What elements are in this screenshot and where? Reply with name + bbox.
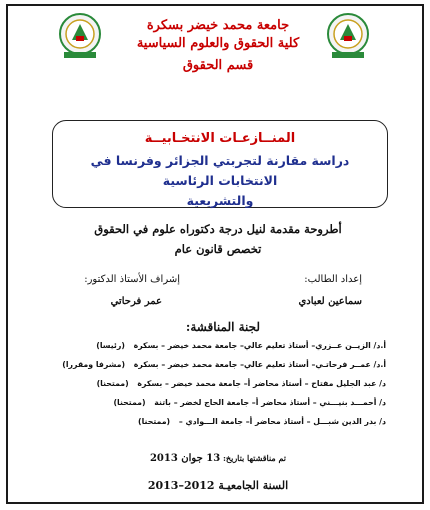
academic-year: السنة الجامعيـة 2012–2013 xyxy=(147,479,289,492)
member-role: (ممتحنا) xyxy=(113,398,146,407)
degree-statement: أطروحة مقدمة لنيل درجة دكتوراه علوم في الحقوق xyxy=(94,222,342,236)
department-name: قسم الحقوق xyxy=(182,58,254,73)
supervisor-label: إشراف الأستاذ الدكتور: xyxy=(84,274,180,285)
university-name: جامعة محمد خيضر بسكرة xyxy=(146,18,290,33)
member-role: (ممتحنا) xyxy=(138,417,171,426)
university-logo-left xyxy=(58,12,102,60)
thesis-title-box xyxy=(52,120,388,208)
member-role: (ممتحنا) xyxy=(96,379,129,388)
thesis-title: المنــازعـات الانتخـابيــة xyxy=(144,131,296,146)
defense-prefix: تم مناقشتها بتاريخ: xyxy=(222,453,287,463)
student-name: سماعين لعبادي xyxy=(298,296,362,307)
defense-date-value: 13 جوان 2013 xyxy=(149,453,221,464)
supervisor-name: عمر فرحاتي xyxy=(110,296,162,307)
member-text: أ.د/ الزيــن عــزري– أستاذ تعليم عالي– جامعة محمد خيضر – بسكرة xyxy=(133,341,386,350)
faculty-name: كلية الحقوق والعلوم السياسية xyxy=(136,36,300,51)
thesis-subtitle-line1: دراسة مقارنة لتجربتي الجزائر وفرنسا في الانتخابات الرئاسية xyxy=(90,153,350,188)
committee-member xyxy=(34,417,386,426)
defense-date xyxy=(118,453,318,464)
member-role: (رئيسا) xyxy=(96,341,125,350)
committee-member xyxy=(34,341,386,350)
thesis-subtitle xyxy=(59,151,381,211)
student-label: إعداد الطالب: xyxy=(304,274,362,285)
committee-title: لجنة المناقشة: xyxy=(185,320,261,334)
committee-member xyxy=(34,379,386,388)
committee-member xyxy=(34,360,386,369)
member-text: د/ بدر الدين شبـــل – أستاذ محاضر أ– جامعة الـــوادي – xyxy=(178,417,386,426)
committee-member xyxy=(34,398,386,407)
member-role: (مشرفا ومقررا) xyxy=(62,360,126,369)
university-logo-right xyxy=(326,12,370,60)
member-text: د/ أحمـــد بنيـــني – أستاذ محاضر أ– جامعة الحاج لخضر – باتنة xyxy=(154,398,386,407)
member-text: د/ عبد الجليل مفتاح – أستاذ محاضر أ– جامعة محمد خيضر – بسكرة xyxy=(137,379,386,388)
thesis-subtitle-line2: والتشريعية xyxy=(186,193,254,208)
specialization: تخصص قانون عام xyxy=(174,242,262,256)
document-page xyxy=(6,4,424,504)
member-text: أ.د/ عمــر فرحاتـي– أستاذ تعليم عالي– جامعة محمد خيضر – بسكرة xyxy=(133,360,386,369)
